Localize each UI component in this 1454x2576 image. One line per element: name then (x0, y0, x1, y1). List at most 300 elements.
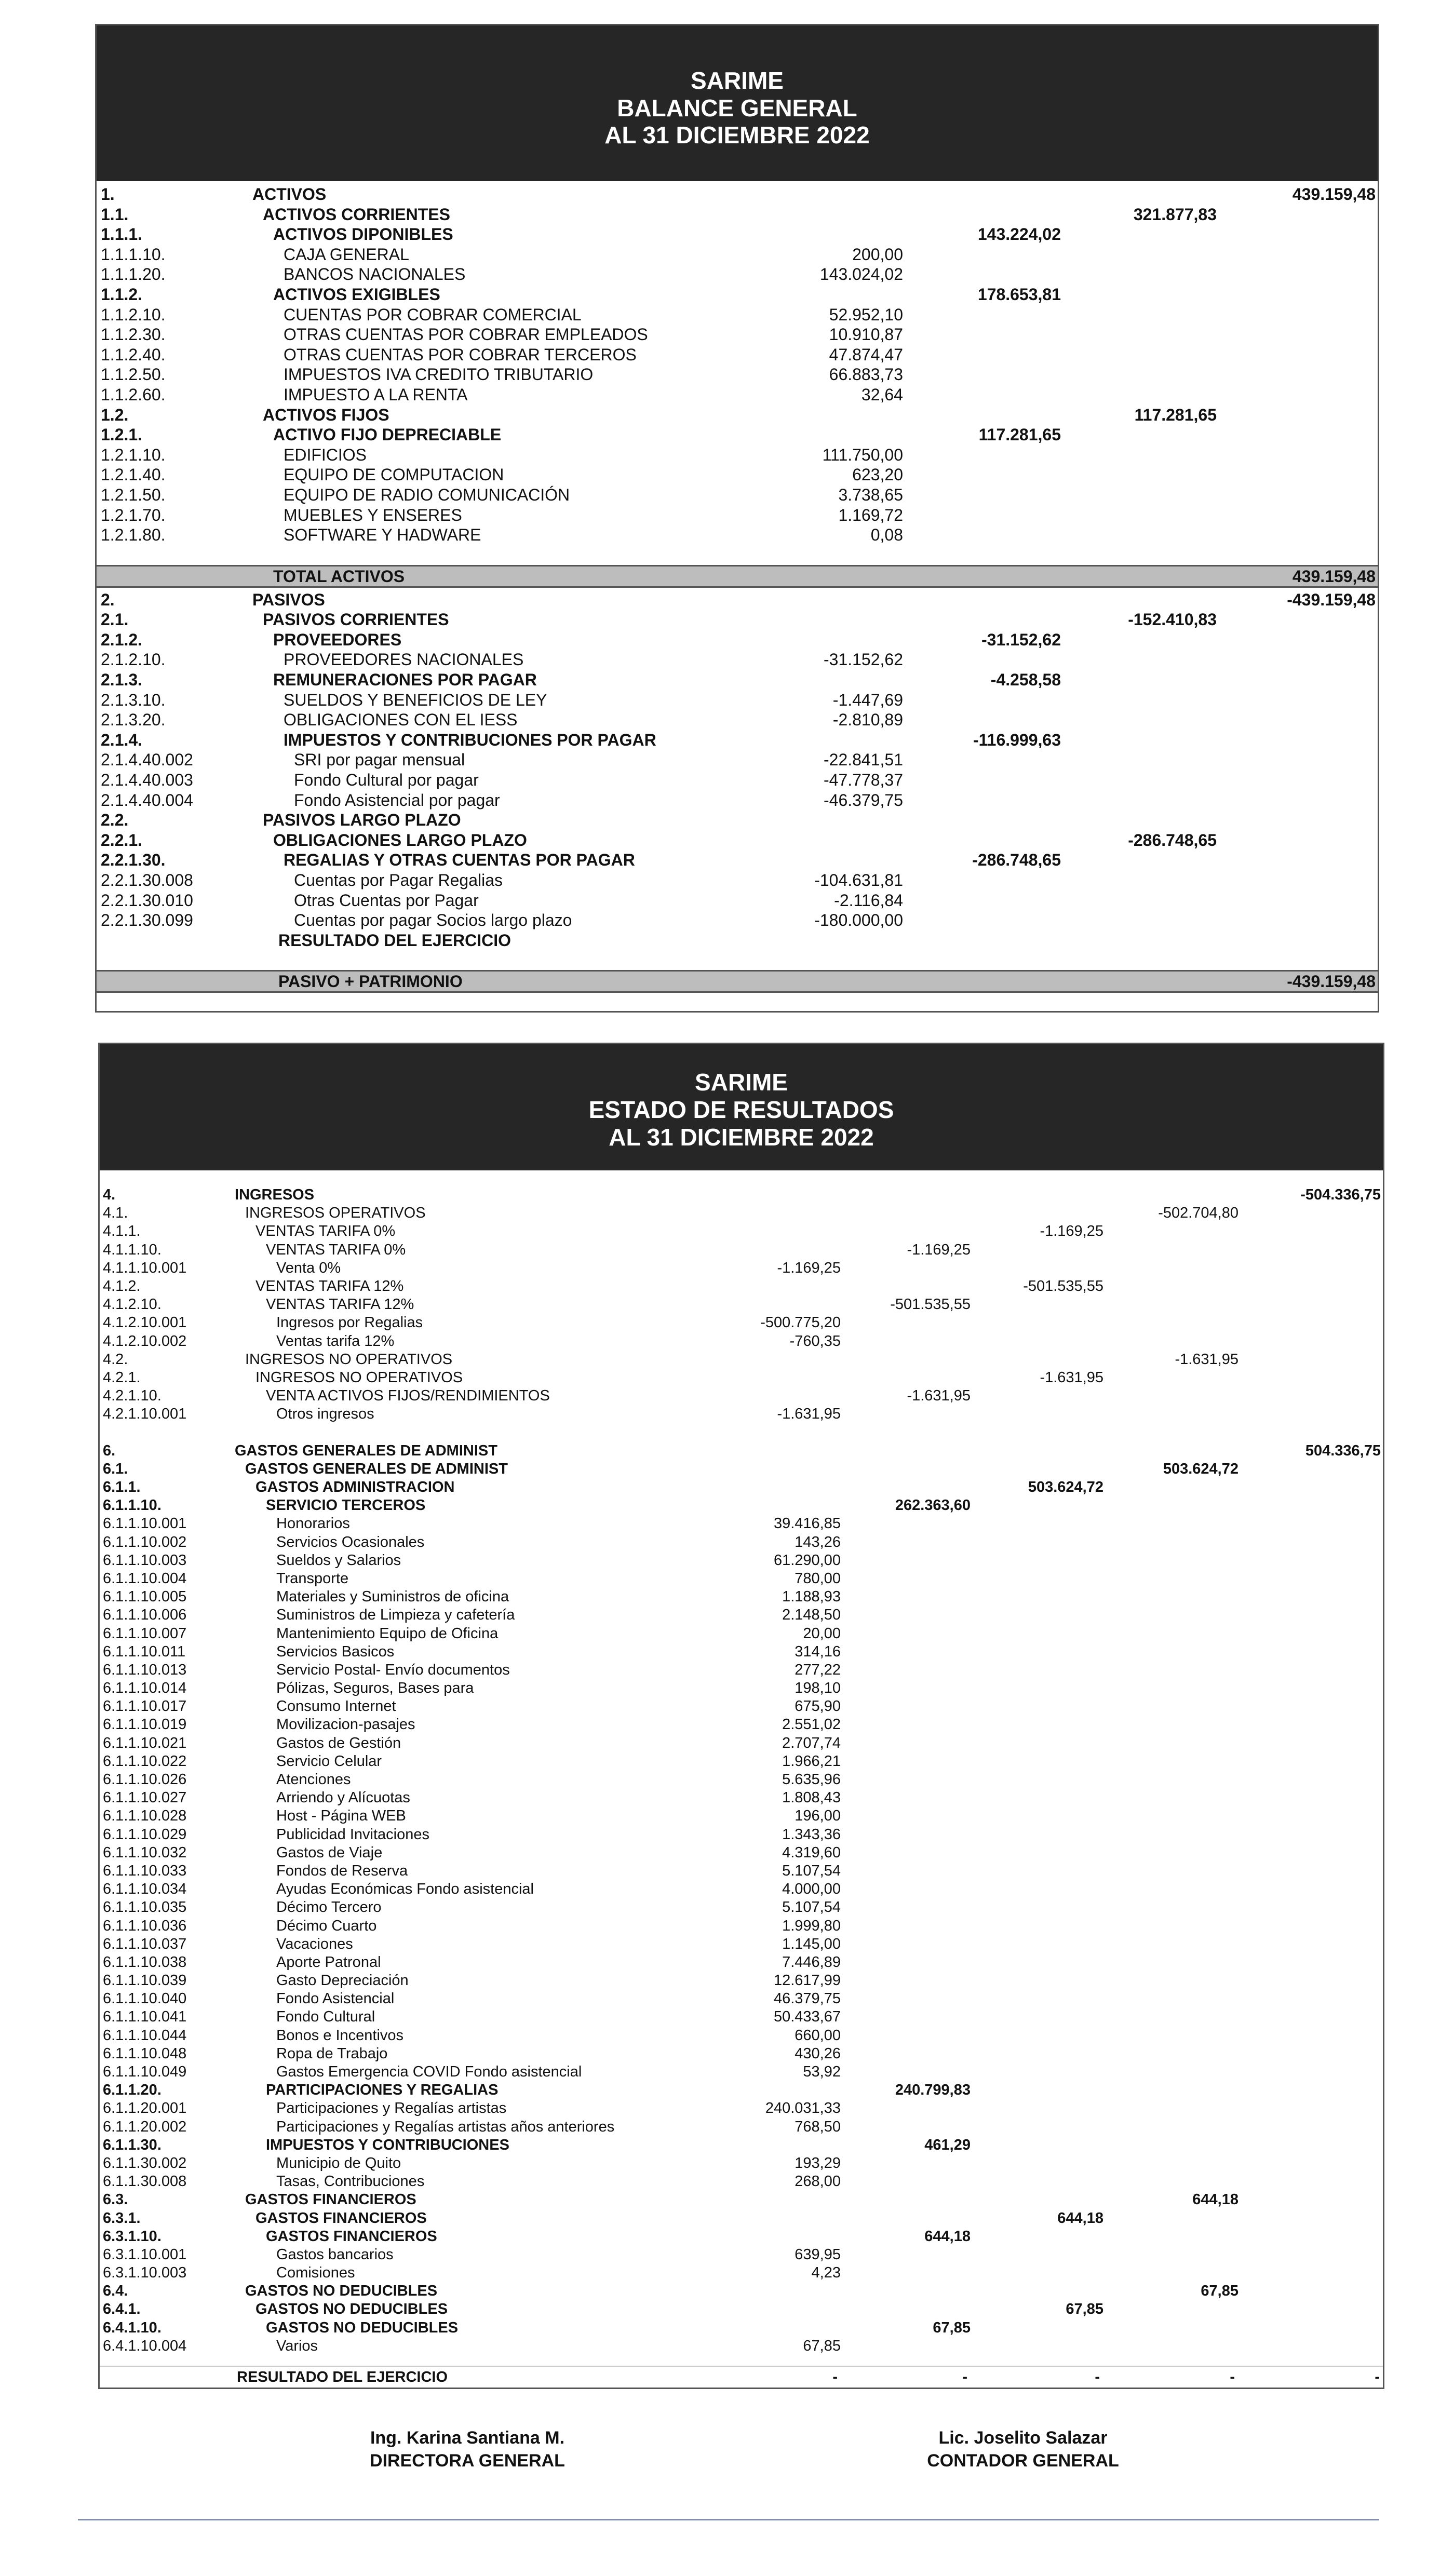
account-name: GASTOS NO DEDUCIBLES (255, 2301, 448, 2318)
account-name: Bonos e Incentivos (276, 2027, 404, 2044)
account-row (97, 305, 1378, 325)
account-name: Ventas tarifa 12% (276, 1332, 395, 1350)
amount-c2: 143.224,02 (977, 225, 1061, 244)
account-code: 6.1.1.10.019 (103, 1716, 187, 1733)
account-code: 2.1.3.20. (101, 710, 166, 730)
amount-c1: 1.188,93 (782, 1588, 841, 1606)
account-code: 1.1.2.40. (101, 345, 166, 364)
amount-c4: -1.631,95 (1175, 1351, 1238, 1368)
account-code: 6.1.1.10.048 (103, 2045, 187, 2062)
account-name: GASTOS FINANCIEROS (266, 2228, 437, 2245)
amount-c1: 2.148,50 (782, 1607, 841, 1624)
account-name: Gastos bancarios (276, 2246, 394, 2263)
account-name: OBLIGACIONES LARGO PLAZO (273, 830, 527, 849)
account-name: PROVEEDORES (273, 630, 402, 649)
account-code: 4.1.2.10.001 (103, 1314, 187, 1331)
account-code: 2.2.1.30.010 (101, 891, 193, 910)
account-name: Décimo Cuarto (276, 1917, 377, 1934)
estado-resultados-panel (98, 1043, 1384, 2389)
amount-c1: -2.116,84 (834, 891, 903, 910)
amount-c1: 1.808,43 (782, 1789, 841, 1806)
account-row (100, 1423, 1383, 1441)
account-code: 6.1.1.10.001 (103, 1515, 187, 1532)
account-row (100, 1953, 1383, 1972)
pasivo-patrimonio-label: PASIVO + PATRIMONIO (278, 972, 463, 991)
account-name: Consumo Internet (276, 1698, 396, 1715)
account-name: PASIVOS CORRIENTES (263, 610, 449, 629)
account-name: PASIVOS LARGO PLAZO (263, 811, 461, 830)
amount-c2: -286.748,65 (972, 851, 1061, 870)
account-row (97, 750, 1378, 770)
account-row (100, 2282, 1383, 2300)
account-name: Sueldos y Salarios (276, 1552, 401, 1569)
account-code: 6.1.1.10.040 (103, 1990, 187, 2007)
account-row (97, 224, 1378, 245)
estado-header (100, 1044, 1383, 1170)
account-row (100, 1935, 1383, 1953)
account-row (100, 2136, 1383, 2154)
amount-c1: 623,20 (852, 465, 903, 484)
account-name: Gasto Depreciación (276, 1972, 409, 1989)
account-code: 1.1.1.10. (101, 245, 166, 264)
account-name: SOFTWARE Y HADWARE (284, 525, 481, 545)
account-row (97, 425, 1378, 445)
account-row (97, 930, 1378, 951)
account-name: ACTIVO FIJO DEPRECIABLE (273, 425, 502, 444)
account-name: Honorarios (276, 1515, 350, 1532)
amount-c1: -2.810,89 (832, 710, 903, 730)
amount-c1: 39.416,85 (773, 1515, 841, 1532)
account-row (97, 245, 1378, 265)
amount-c1: 0,08 (870, 525, 903, 545)
account-code: 2.1.4.40.002 (101, 750, 193, 770)
account-code: 6.1.1.10.036 (103, 1917, 187, 1934)
account-name: ACTIVOS DIPONIBLES (273, 225, 453, 244)
total-activos-row (97, 565, 1378, 588)
account-row (100, 1990, 1383, 2008)
amount-c1: 1.343,36 (782, 1826, 841, 1843)
account-code: 6.1.1.10.005 (103, 1588, 187, 1606)
account-row (100, 2264, 1383, 2282)
amount-c1: 1.966,21 (782, 1752, 841, 1770)
account-code: 6.1.1.20.002 (103, 2118, 187, 2135)
account-code: 6.4.1.10. (103, 2319, 161, 2336)
amount-c4: 503.624,72 (1163, 1460, 1238, 1477)
amount-c1: 47.874,47 (829, 345, 903, 364)
account-row (97, 891, 1378, 911)
account-name: Servicio Celular (276, 1752, 382, 1770)
account-name: GASTOS NO DEDUCIBLES (245, 2283, 438, 2300)
amount-c1: 198,10 (795, 1680, 841, 1697)
account-row (100, 2008, 1383, 2026)
account-name: ACTIVOS FIJOS (263, 405, 389, 424)
amount-c1: 67,85 (803, 2337, 841, 2354)
account-name: Vacaciones (276, 1935, 353, 1952)
account-code: 6.1.1.10.049 (103, 2064, 187, 2080)
account-name: Participaciones y Regalías artistas (276, 2100, 507, 2117)
account-code: 6.3.1.10.001 (103, 2246, 187, 2263)
account-code: 2.2.1.30.008 (101, 871, 193, 889)
account-name: Suministros de Limpieza y cafetería (276, 1607, 515, 1624)
account-code: 1.1.1. (101, 225, 143, 244)
account-row (97, 710, 1378, 730)
account-code: 2.1.4. (101, 730, 143, 749)
account-code: 6.4. (103, 2283, 128, 2300)
account-name: Servicios Ocasionales (276, 1533, 425, 1550)
account-name: Fondo Cultural (276, 2008, 375, 2026)
amount-c1: 1.145,00 (782, 1935, 841, 1952)
account-row (97, 730, 1378, 750)
amount-c1: 5.635,96 (782, 1771, 841, 1788)
resultado-dash: - (1375, 2369, 1380, 2385)
account-row (97, 385, 1378, 405)
account-name: GASTOS NO DEDUCIBLES (266, 2319, 459, 2336)
account-name: IMPUESTO A LA RENTA (284, 385, 468, 404)
account-code: 1.1.1.20. (101, 265, 166, 284)
account-row (100, 1588, 1383, 1606)
account-name: REMUNERACIONES POR PAGAR (273, 670, 537, 690)
account-name: OTRAS CUENTAS POR COBRAR TERCEROS (284, 345, 637, 364)
footer-divider (78, 2519, 1379, 2520)
account-code: 6.1.1.10.029 (103, 1826, 187, 1843)
account-row (100, 1478, 1383, 1496)
account-row (97, 325, 1378, 345)
account-row (100, 1697, 1383, 1716)
account-name: Pólizas, Seguros, Bases para (276, 1680, 474, 1697)
account-code: 6.1. (103, 1460, 128, 1477)
amount-c1: 12.617,99 (773, 1972, 841, 1989)
account-name: Mantenimiento Equipo de Oficina (276, 1625, 499, 1642)
account-code: 6. (103, 1442, 116, 1459)
account-row (100, 2099, 1383, 2118)
account-name: INGRESOS NO OPERATIVOS (255, 1369, 463, 1386)
account-name: GASTOS FINANCIEROS (255, 2209, 427, 2227)
account-name: Ingresos por Regalias (276, 1314, 423, 1331)
account-name: IMPUESTOS Y CONTRIBUCIONES (266, 2136, 509, 2153)
account-name: Fondos de Reserva (276, 1862, 408, 1879)
account-name: SUELDOS Y BENEFICIOS DE LEY (284, 690, 547, 709)
account-code: 6.1.1. (103, 1479, 141, 1495)
amount-c4: -439.159,48 (1287, 590, 1376, 609)
amount-c3: 503.624,72 (1028, 1479, 1103, 1495)
amount-c1: 193,29 (795, 2154, 841, 2172)
amount-c1: 10.910,87 (829, 325, 903, 344)
account-code: 6.1.1.10.004 (103, 1570, 187, 1587)
estado-title-company: SARIME (695, 1069, 788, 1096)
account-code: 1.1. (101, 205, 129, 224)
account-name: PROVEEDORES NACIONALES (284, 650, 524, 669)
account-name: VENTAS TARIFA 0% (255, 1223, 396, 1240)
account-code: 6.1.1.10.041 (103, 2008, 187, 2026)
account-row (100, 1789, 1383, 1807)
account-name: Ayudas Económicas Fondo asistencial (276, 1881, 534, 1898)
account-code: 6.1.1.10.014 (103, 1680, 187, 1697)
amount-c1: 639,95 (795, 2246, 841, 2263)
account-code: 6.1.1.10.006 (103, 1607, 187, 1624)
account-name: OBLIGACIONES CON EL IESS (284, 710, 518, 730)
account-code: 1.1.2. (101, 285, 143, 304)
account-code: 1.1.2.10. (101, 305, 166, 324)
amount-c2: 117.281,65 (978, 425, 1061, 444)
account-name: Varios (276, 2337, 318, 2354)
account-code: 6.1.1.20. (103, 2082, 161, 2099)
account-row (100, 1515, 1383, 1533)
account-name: Aporte Patronal (276, 1953, 381, 1971)
account-name: REGALIAS Y OTRAS CUENTAS POR PAGAR (284, 851, 635, 870)
account-code: 1.1.2.60. (101, 385, 166, 404)
account-code: 6.1.1.10.037 (103, 1935, 187, 1952)
amount-c1: 61.290,00 (773, 1552, 841, 1569)
account-name: ACTIVOS CORRIENTES (263, 205, 450, 224)
pasivo-patrimonio-row (97, 970, 1378, 993)
amount-c4: 439.159,48 (1292, 185, 1376, 204)
amount-c1: 1.999,80 (782, 1917, 841, 1934)
account-row (100, 1369, 1383, 1387)
amount-c1: -104.631,81 (814, 871, 903, 889)
amount-c1: 277,22 (795, 1661, 841, 1678)
amount-c2: 178.653,81 (977, 285, 1061, 304)
amount-c1: 4.319,60 (782, 1844, 841, 1861)
account-name: VENTAS TARIFA 0% (266, 1241, 406, 1258)
account-row (97, 184, 1378, 205)
amount-c3: -1.169,25 (1040, 1223, 1103, 1240)
account-code: 6.1.1.10.032 (103, 1844, 187, 1861)
account-code: 4.2.1.10.001 (103, 1406, 187, 1423)
account-code: 2.2.1.30. (101, 851, 166, 870)
account-code: 6.4.1.10.004 (103, 2337, 187, 2354)
account-name: VENTAS TARIFA 12% (255, 1277, 404, 1294)
account-name: SERVICIO TERCEROS (266, 1497, 426, 1514)
amount-c4: -502.704,80 (1158, 1205, 1238, 1222)
account-row (100, 1734, 1383, 1752)
account-code: 4.1.2.10. (103, 1296, 161, 1313)
account-row (100, 2300, 1383, 2318)
amount-c1: 268,00 (795, 2173, 841, 2190)
signature-role: DIRECTORA GENERAL (370, 2451, 565, 2471)
estado-title-report: ESTADO DE RESULTADOS (588, 1096, 894, 1124)
account-code: 6.1.1.10.002 (103, 1533, 187, 1550)
balance-title-company: SARIME (691, 66, 784, 94)
resultado-ejercicio-label: RESULTADO DEL EJERCICIO (237, 2369, 448, 2385)
amount-c2: -31.152,62 (981, 630, 1061, 649)
amount-c1: -180.000,00 (814, 911, 903, 930)
amount-c1: -31.152,62 (823, 650, 903, 669)
account-row (100, 2154, 1383, 2173)
account-row (100, 1442, 1383, 1460)
estado-title-date: AL 31 DICIEMBRE 2022 (609, 1123, 874, 1151)
account-row (97, 285, 1378, 305)
account-row (100, 1625, 1383, 1643)
amount-c1: 1.169,72 (838, 505, 903, 524)
account-code: 6.1.1.10.038 (103, 1953, 187, 1971)
account-row (100, 2246, 1383, 2264)
account-code: 4.1.1. (103, 1223, 141, 1240)
account-row (100, 1862, 1383, 1880)
pasivo-patrimonio-value: -439.159,48 (1287, 972, 1376, 991)
amount-c1: -22.841,51 (823, 750, 903, 770)
amount-c1: 2.551,02 (782, 1716, 841, 1733)
account-name: EDIFICIOS (284, 445, 367, 464)
account-row (100, 1771, 1383, 1789)
signature-role: CONTADOR GENERAL (927, 2451, 1119, 2471)
amount-c1: -46.379,75 (823, 790, 903, 810)
account-code: 6.1.1.10.026 (103, 1771, 187, 1788)
account-code: 6.1.1.10.027 (103, 1789, 187, 1806)
account-name: GASTOS FINANCIEROS (245, 2191, 416, 2208)
account-row (97, 485, 1378, 505)
amount-c1: 143,26 (795, 1533, 841, 1550)
account-code: 6.4.1. (103, 2301, 141, 2318)
account-row (100, 1241, 1383, 1259)
account-name: Gastos de Gestión (276, 1734, 401, 1751)
amount-c1: 2.707,74 (782, 1734, 841, 1751)
balance-header (97, 25, 1378, 181)
amount-c1: -1.169,25 (777, 1259, 841, 1276)
account-name: OTRAS CUENTAS POR COBRAR EMPLEADOS (284, 325, 648, 344)
account-name: GASTOS GENERALES DE ADMINIST (245, 1460, 508, 1477)
account-row (100, 1405, 1383, 1423)
amount-c1: -1.631,95 (777, 1406, 841, 1423)
account-code: 6.3.1.10.003 (103, 2264, 187, 2282)
account-name: PARTICIPACIONES Y REGALIAS (266, 2082, 499, 2099)
account-row (97, 870, 1378, 891)
account-row (100, 1259, 1383, 1277)
account-name: Ropa de Trabajo (276, 2045, 388, 2062)
account-row (97, 690, 1378, 710)
account-row (100, 2337, 1383, 2355)
account-code: 6.1.1.10.033 (103, 1862, 187, 1879)
amount-c3: -152.410,83 (1128, 610, 1217, 629)
account-row (100, 1351, 1383, 1369)
account-row (97, 610, 1378, 630)
amount-c3: 67,85 (1066, 2301, 1103, 2318)
total-activos-value: 439.159,48 (1292, 567, 1376, 586)
account-code: 1.1.2.30. (101, 325, 166, 344)
account-name: Materiales y Suministros de oficina (276, 1588, 509, 1606)
amount-c1: 4,23 (811, 2264, 841, 2282)
amount-c3: -501.535,55 (1023, 1277, 1103, 1294)
amount-c1: 53,92 (803, 2064, 841, 2080)
account-name: Gastos Emergencia COVID Fondo asistencial (276, 2064, 582, 2080)
account-name: Tasas, Contribuciones (276, 2173, 425, 2190)
account-row (97, 830, 1378, 851)
account-row (100, 2228, 1383, 2246)
amount-c1: 196,00 (795, 1808, 841, 1825)
account-row (100, 1570, 1383, 1588)
account-name: Participaciones y Regalías artistas años anteriores (276, 2118, 615, 2135)
account-row (100, 1679, 1383, 1697)
account-code: 6.3.1.10. (103, 2228, 161, 2245)
account-code: 6.1.1.10.013 (103, 1661, 187, 1678)
amount-c2: 240.799,83 (895, 2082, 971, 2099)
account-name: IMPUESTOS IVA CREDITO TRIBUTARIO (284, 365, 594, 384)
account-code: 6.1.1.10.035 (103, 1899, 187, 1916)
amount-c1: 46.379,75 (773, 1990, 841, 2007)
resultado-dash: - (962, 2369, 967, 2385)
account-name: Otros ingresos (276, 1406, 374, 1423)
account-name: IMPUESTOS Y CONTRIBUCIONES POR PAGAR (284, 730, 656, 749)
account-row (97, 590, 1378, 610)
amount-c3: 321.877,83 (1133, 205, 1217, 224)
account-name: Host - Página WEB (276, 1808, 406, 1825)
account-code: 4.2.1. (103, 1369, 141, 1386)
account-row (100, 2209, 1383, 2228)
amount-c1: 52.952,10 (829, 305, 903, 324)
amount-c1: 3.738,65 (838, 485, 903, 504)
account-code: 4.1.2.10.002 (103, 1332, 187, 1350)
account-code: 6.1.1.10.021 (103, 1734, 187, 1751)
amount-c1: 111.750,00 (822, 445, 903, 464)
account-code: 6.1.1.10.034 (103, 1881, 187, 1898)
account-row (100, 1844, 1383, 1862)
account-code: 6.1.1.30.002 (103, 2154, 187, 2172)
account-row (97, 790, 1378, 811)
amount-c1: 4.000,00 (782, 1881, 841, 1898)
account-row (97, 405, 1378, 425)
amount-c2: -116.999,63 (973, 730, 1061, 749)
account-row (97, 465, 1378, 485)
account-row (97, 910, 1378, 930)
amount-c3: -286.748,65 (1128, 830, 1217, 849)
account-code: 1.1.2.50. (101, 365, 166, 384)
amount-c1: 675,90 (795, 1698, 841, 1715)
account-code: 1.2. (101, 405, 129, 424)
account-code: 6.1.1.10.003 (103, 1552, 187, 1569)
account-row (100, 1496, 1383, 1515)
account-row (100, 1533, 1383, 1552)
account-row (97, 650, 1378, 670)
amount-c2: -1.631,95 (907, 1387, 971, 1405)
account-row (97, 445, 1378, 465)
amount-c1: 7.446,89 (782, 1953, 841, 1971)
account-row (97, 505, 1378, 525)
account-name: Servicio Postal- Envío documentos (276, 1661, 510, 1678)
account-name: ACTIVOS (252, 185, 327, 204)
account-code: 6.3. (103, 2191, 128, 2208)
balance-title-date: AL 31 DICIEMBRE 2022 (604, 122, 870, 149)
account-name: Cuentas por Pagar Regalias (294, 871, 503, 889)
account-name: INGRESOS NO OPERATIVOS (245, 1351, 453, 1368)
account-name: Arriendo y Alícuotas (276, 1789, 410, 1806)
account-row (100, 1826, 1383, 1844)
account-code: 2.1.4.40.003 (101, 771, 193, 790)
account-code: 6.3.1. (103, 2209, 141, 2227)
account-code: 4.2. (103, 1351, 128, 1368)
account-name: Fondo Asistencial por pagar (294, 790, 500, 810)
account-code: 2.1. (101, 610, 129, 629)
account-name: RESULTADO DEL EJERCICIO (278, 930, 511, 950)
account-code: 4. (103, 1186, 116, 1203)
account-row (100, 1222, 1383, 1240)
signature-name: Lic. Joselito Salazar (938, 2428, 1108, 2448)
amount-c1: 143.024,02 (819, 265, 903, 284)
account-code: 6.1.1.10.039 (103, 1972, 187, 1989)
account-code: 6.1.1.10.017 (103, 1698, 187, 1715)
account-name: Movilizacion-pasajes (276, 1716, 415, 1733)
amount-c4: 644,18 (1192, 2191, 1238, 2208)
account-name: Cuentas por pagar Socios largo plazo (294, 911, 572, 930)
account-code: 1.2.1.50. (101, 485, 166, 504)
amount-c1: 20,00 (803, 1625, 841, 1642)
account-row (97, 365, 1378, 385)
amount-c1: -760,35 (789, 1332, 841, 1350)
account-code: 6.1.1.30.008 (103, 2173, 187, 2190)
account-name: EQUIPO DE RADIO COMUNICACIÓN (284, 485, 570, 504)
resultado-ejercicio-row (100, 2366, 1383, 2388)
account-code: 6.1.1.10.022 (103, 1752, 187, 1770)
amount-c1: 50.433,67 (773, 2008, 841, 2026)
account-row (100, 1807, 1383, 1825)
